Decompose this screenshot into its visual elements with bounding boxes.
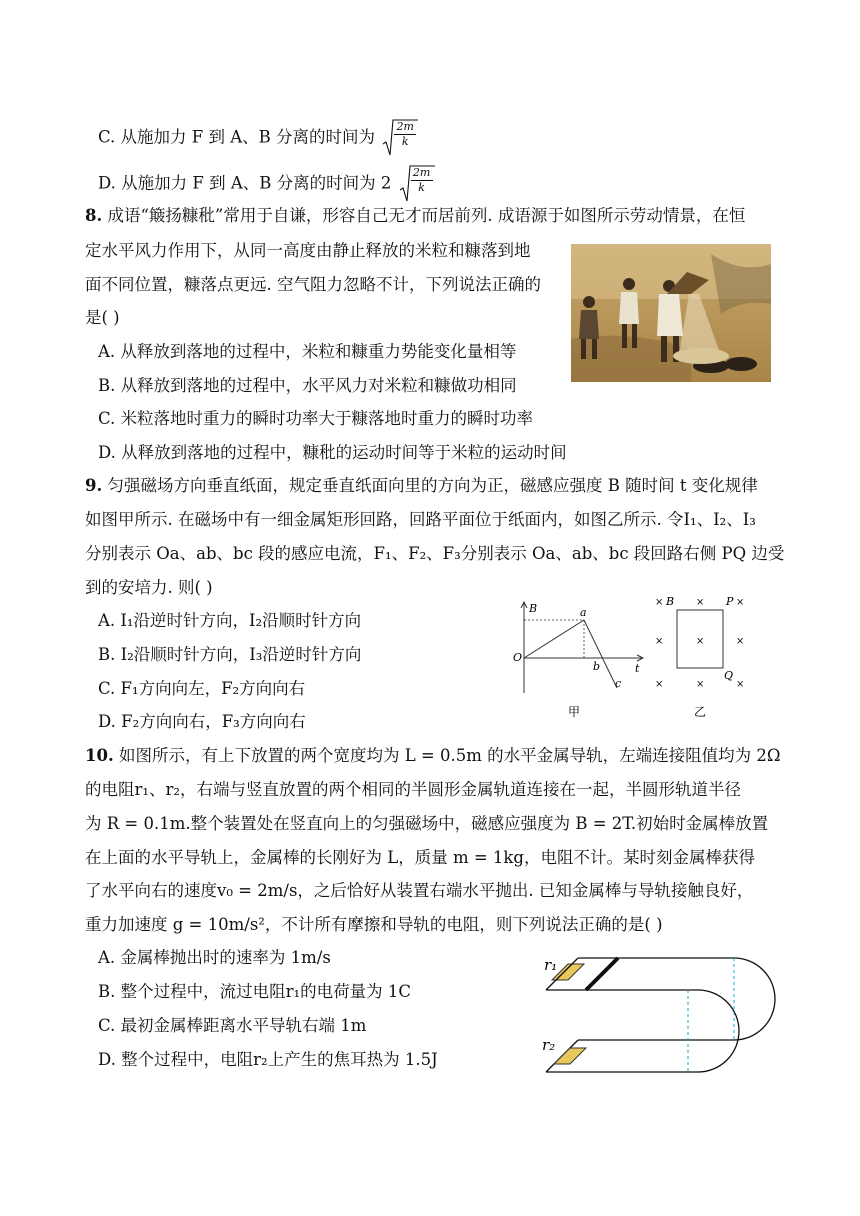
- cross-mark: ×: [696, 597, 705, 608]
- cross-mark: ×: [696, 679, 705, 690]
- figure-yi-loop-diagram: [650, 594, 760, 724]
- resistor-label-r1: r₁: [544, 956, 558, 974]
- q10-stem-line: 在上面的水平导轨上，金属棒的长刚好为 L，质量 m = 1kg，电阻不计。某时刻金属棒获得: [85, 848, 755, 867]
- figure-metal-rails-diagram: [538, 950, 778, 1078]
- q10-stem-line: 重力加速度 g = 10m/s²，不计所有摩擦和导轨的电阻，则下列说法正确的是( ): [85, 915, 663, 934]
- q9-stem-line: 9. 匀强磁场方向垂直纸面，规定垂直纸面向里的方向为正，磁感应强度 B 随时间 t 变化规律: [85, 476, 758, 495]
- cross-mark: ×: [655, 597, 664, 608]
- q10-option-c[interactable]: C. 最初金属棒距离水平导轨右端 1m: [98, 1016, 367, 1035]
- origin-label: O: [513, 651, 523, 664]
- q8-stem-line: 是( ): [85, 308, 120, 327]
- q7-option-c[interactable]: C. 从施加力 F 到 A、B 分离的时间为 $\frac{2m}{k}$: [98, 118, 418, 158]
- q10-option-b[interactable]: B. 整个过程中，流过电阻r₁的电荷量为 1C: [98, 982, 411, 1001]
- q10-stem-line: 的电阻r₁、r₂，右端与竖直放置的两个相同的半圆形金属轨道连接在一起，半圆形轨道半径: [85, 780, 742, 799]
- q9-stem-line: 到的安培力. 则( ): [85, 578, 213, 597]
- cross-mark: ×: [655, 679, 664, 690]
- axis-label-b: B: [529, 602, 538, 615]
- q8-option-c[interactable]: C. 米粒落地时重力的瞬时功率大于糠落地时重力的瞬时功率: [98, 409, 534, 428]
- q9-option-b[interactable]: B. I₂沿顺时针方向，I₃沿逆时针方向: [98, 645, 362, 664]
- resistor-label-r2: r₂: [542, 1036, 556, 1054]
- figure-caption-yi: 乙: [694, 705, 707, 719]
- q9-option-d[interactable]: D. F₂方向向右，F₃方向向右: [98, 712, 306, 731]
- q9-option-c[interactable]: C. F₁方向向左，F₂方向向右: [98, 679, 306, 698]
- cross-mark: ×: [736, 597, 745, 608]
- axis-label-t: t: [635, 662, 640, 675]
- resistor-r2: [554, 1048, 586, 1064]
- point-label-c: c: [615, 677, 622, 690]
- corner-label-q: Q: [724, 669, 734, 682]
- q8-option-a[interactable]: A. 从释放到落地的过程中，米粒和糠重力势能变化量相等: [98, 342, 517, 361]
- q9-stem-line: 分别表示 Oa、ab、bc 段的感应电流，F₁、F₂、F₃分别表示 Oa、ab、bc 段回路右侧 PQ 边受: [85, 544, 785, 563]
- q10-stem-line: 10. 如图所示，有上下放置的两个宽度均为 L = 0.5m 的水平金属导轨，左端连接阻值均为 2Ω: [85, 746, 781, 765]
- q10-stem-line: 为 R = 0.1m.整个装置处在竖直向上的匀强磁场中，磁感应强度为 B = 2T.初始时金属棒放置: [85, 814, 769, 833]
- figure-jia-b-t-graph: [505, 598, 655, 723]
- q10-option-a[interactable]: A. 金属棒抛出时的速率为 1m/s: [98, 948, 331, 967]
- sqrt-expression: $\frac{2m}{k}$: [382, 118, 418, 158]
- q7-option-d[interactable]: D. 从施加力 F 到 A、B 分离的时间为 2 $\frac{2m}{k}$: [98, 164, 435, 204]
- q9-stem-line: 如图甲所示. 在磁场中有一细金属矩形回路，回路平面位于纸面内，如图乙所示. 令I₁、I₂、I₃: [85, 510, 756, 529]
- q9-option-a[interactable]: A. I₁沿逆时针方向，I₂沿顺时针方向: [98, 611, 362, 630]
- q8-option-d[interactable]: D. 从释放到落地的过程中，糠秕的运动时间等于米粒的运动时间: [98, 443, 567, 462]
- q8-stem-line: 8. 成语“簸扬糠秕”常用于自谦，形容自己无才而居前列. 成语源于如图所示劳动情景，在恒: [85, 206, 746, 225]
- q8-stem-line: 面不同位置，糠落点更远. 空气阻力忽略不计，下列说法正确的: [85, 275, 541, 294]
- q8-stem-line: 定水平风力作用下，从同一高度由静止释放的米粒和糠落到地: [85, 241, 531, 260]
- point-label-b: b: [593, 660, 601, 673]
- sqrt-expression: $\frac{2m}{k}$: [399, 164, 435, 204]
- corner-label-p: P: [726, 595, 734, 608]
- q10-stem-line: 了水平向右的速度v₀ = 2m/s，之后恰好从装置右端水平抛出. 已知金属棒与导轨接触良好，: [85, 881, 754, 900]
- metal-rod: [586, 958, 618, 990]
- cross-mark: ×: [736, 636, 745, 647]
- cross-mark: ×: [655, 636, 664, 647]
- point-label-a: a: [580, 606, 587, 619]
- q10-option-d[interactable]: D. 整个过程中，电阻r₂上产生的焦耳热为 1.5J: [98, 1050, 438, 1069]
- q8-option-b[interactable]: B. 从释放到落地的过程中，水平风力对米粒和糠做功相同: [98, 376, 517, 395]
- cross-mark: ×: [696, 636, 705, 647]
- winnowing-painting-image: [571, 244, 771, 382]
- cross-mark: ×: [736, 679, 745, 690]
- field-label-b: B: [666, 595, 675, 608]
- figure-caption-jia: 甲: [568, 705, 581, 719]
